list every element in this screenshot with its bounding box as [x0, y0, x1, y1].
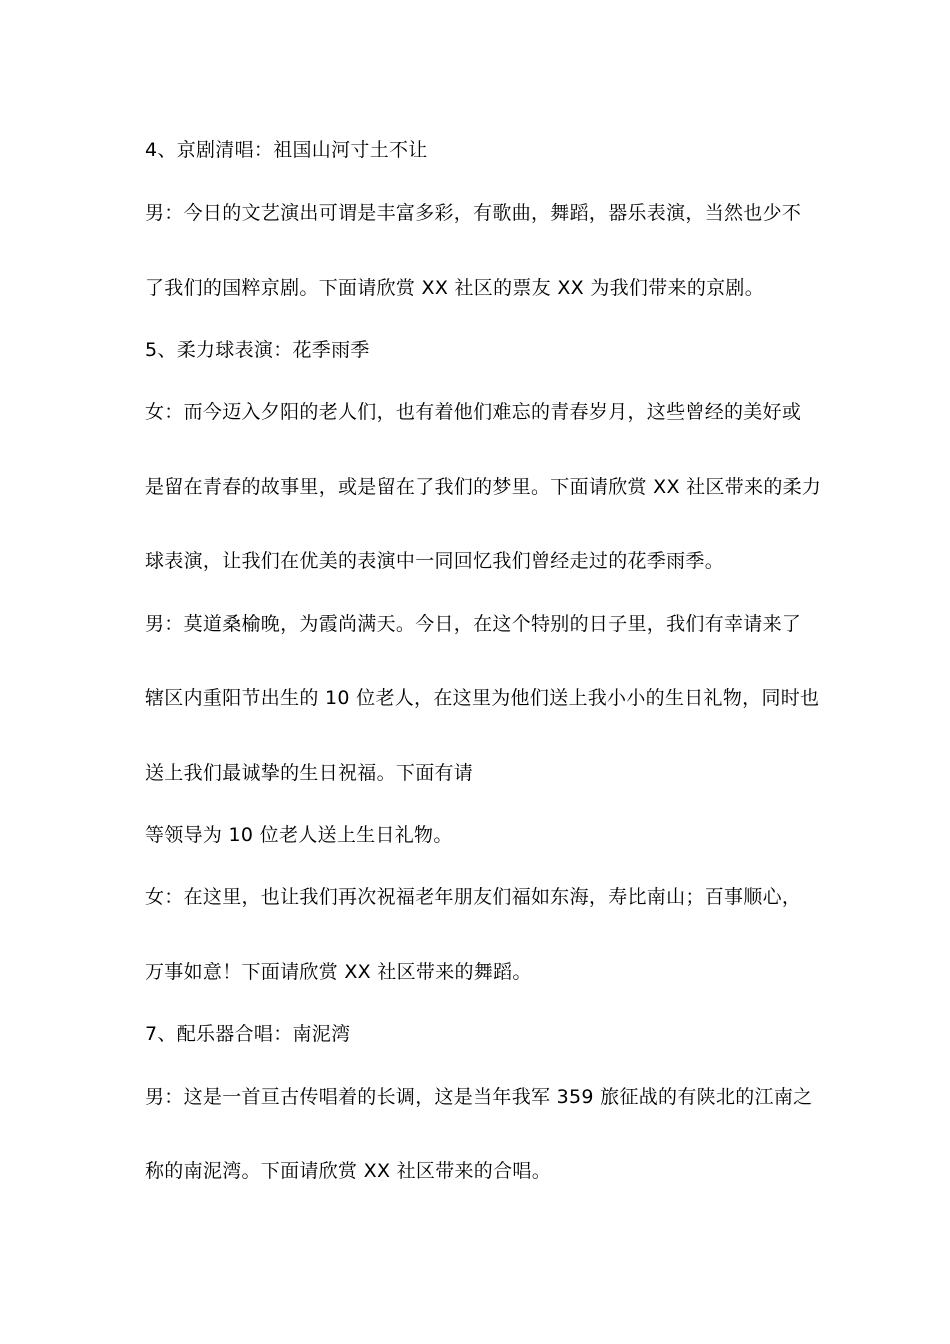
paragraph-line: 男：莫道桑榆晚，为霞尚满天。今日，在这个特别的日子里，我们有幸请来了: [145, 613, 802, 635]
heading-nanniwan: 7、配乐器合唱：南泥湾: [145, 1023, 351, 1045]
heading-beijing-opera: 4、京剧清唱：祖国山河寸土不让: [145, 139, 428, 161]
paragraph-line: 女：在这里，也让我们再次祝福老年朋友们福如东海，寿比南山；百事顺心，: [145, 886, 802, 908]
paragraph-line: 万事如意！下面请欣赏 XX 社区带来的舞蹈。: [145, 961, 532, 983]
paragraph-line: 送上我们最诚挚的生日祝福。下面有请: [145, 762, 474, 784]
paragraph-line: 男：今日的文艺演出可谓是丰富多彩，有歌曲，舞蹈，器乐表演，当然也少不: [145, 202, 802, 224]
paragraph-line: 男：这是一首亘古传唱着的长调，这是当年我军 359 旅征战的有陕北的江南之: [145, 1086, 813, 1108]
paragraph-line: 称的南泥湾。下面请欣赏 XX 社区带来的合唱。: [145, 1160, 552, 1182]
heading-rouliqiu: 5、柔力球表演：花季雨季: [145, 339, 370, 361]
paragraph-line: 辖区内重阳节出生的 10 位老人，在这里为他们送上我小小的生日礼物，同时也: [145, 687, 820, 709]
paragraph-line: 了我们的国粹京剧。下面请欣赏 XX 社区的票友 XX 为我们带来的京剧。: [145, 277, 765, 299]
paragraph-line: 是留在青春的故事里，或是留在了我们的梦里。下面请欣赏 XX 社区带来的柔力: [145, 476, 822, 498]
paragraph-line: 球表演，让我们在优美的表演中一同回忆我们曾经走过的花季雨季。: [145, 550, 725, 572]
paragraph-line: 女：而今迈入夕阳的老人们，也有着他们难忘的青春岁月，这些曾经的美好或: [145, 401, 802, 423]
paragraph-line: 等领导为 10 位老人送上生日礼物。: [145, 824, 453, 846]
